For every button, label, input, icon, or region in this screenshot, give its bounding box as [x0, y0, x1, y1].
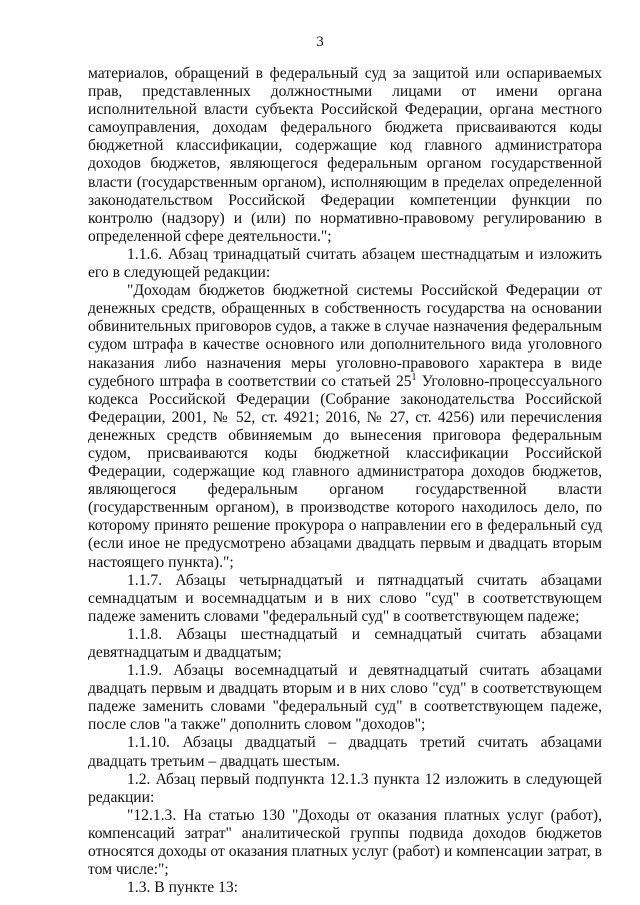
paragraph-1-1-10: 1.1.10. Абзацы двадцатый – двадцать третий считать абзацами двадцать третьим – двадцать шестым. — [88, 734, 602, 770]
quoted-paragraph-12-1-3: "12.1.3. На статью 130 "Доходы от оказания платных услуг (работ), компенсаций затрат" аналитической группы подвида доходов бюджетов относятся доходы от оказания платных услуг (работ) и компенсации затрат, в том числе:"; — [88, 806, 602, 879]
document-body — [88, 65, 602, 897]
paragraph-1-1-6: 1.1.6. Абзац тринадцатый считать абзацем шестнадцатым и изложить его в следующей редакции: — [88, 245, 602, 282]
paragraph-1-2: 1.2. Абзац первый подпункта 12.1.3 пункта 12 изложить в следующей редакции: — [88, 770, 602, 806]
paragraph-1-1-7: 1.1.7. Абзацы четырнадцатый и пятнадцатый считать абзацами семнадцатым и восемнадцатым и в них слово "суд" в соответствующем падеже заменить словами "федеральный суд" в соответствующем падеже; — [88, 571, 602, 625]
paragraph-continuation: материалов, обращений в федеральный суд за защитой или оспариваемых прав, представленных должностными лицами от имени органа исполнительной власти субъекта Российской Федерации, органа местного самоуправления, доходам федерального бюджета присваиваются коды бюджетной классификации, содержащие код главного администратора доходов бюджетов, являющегося федеральным органом государственной власти (государственным органом), исполняющим в пределах определенной законодательством Российской Федерации компетенции функции по контролю (надзору) и (или) по нормативно-правовому регулированию в определенной сфере деятельности."; — [88, 65, 602, 245]
quote-text-part1: "Доходам бюджетов бюджетной системы Российской Федерации от денежных средств, обращенных в собственность государства на основании обвинительных приговоров судов, а также в случае назначения федеральным судом штрафа в качестве основного или дополнительного вида уголовного наказания либо назначения меры уголовно-правового характера в виде судебного штрафа в соответствии со статьей 25 — [88, 282, 602, 390]
article-superscript: 1 — [411, 371, 417, 383]
quote-text-part2: Уголовно-процессуального кодекса Российской Федерации (Собрание законодательства Российской Федерации, 2001, № 52, ст. 4921; 2016, № 27, ст. 4256) или перечисления денежных средств обвиняемым до вынесения приговора федеральным судом, присваиваются коды бюджетной классификации Российской Федерации, содержащие код главного администратора доходов бюджетов, являющегося федеральным органом государственной власти (государственным органом), в производстве которого находилось дело, по которому принято решение прокурора о направлении его в федеральный суд (если иное не предусмотрено абзацами двадцать первым и двадцать вторым настоящего пункта)."; — [88, 372, 602, 571]
paragraph-1-1-8: 1.1.8. Абзацы шестнадцатый и семнадцатый считать абзацами девятнадцатым и двадцатым; — [88, 625, 602, 661]
paragraph-1-3: 1.3. В пункте 13: — [127, 879, 239, 897]
page-number: 3 — [316, 34, 324, 50]
quoted-paragraph-incomes — [88, 282, 602, 572]
paragraph-1-1-9: 1.1.9. Абзацы восемнадцатый и девятнадцатый считать абзацами двадцать первым и двадцать вторым и в них слово "суд" в соответствующем падеже заменить словами "федеральный суд" в соответствующем падеже, после слов "а также" дополнить словом "доходов"; — [88, 662, 602, 734]
